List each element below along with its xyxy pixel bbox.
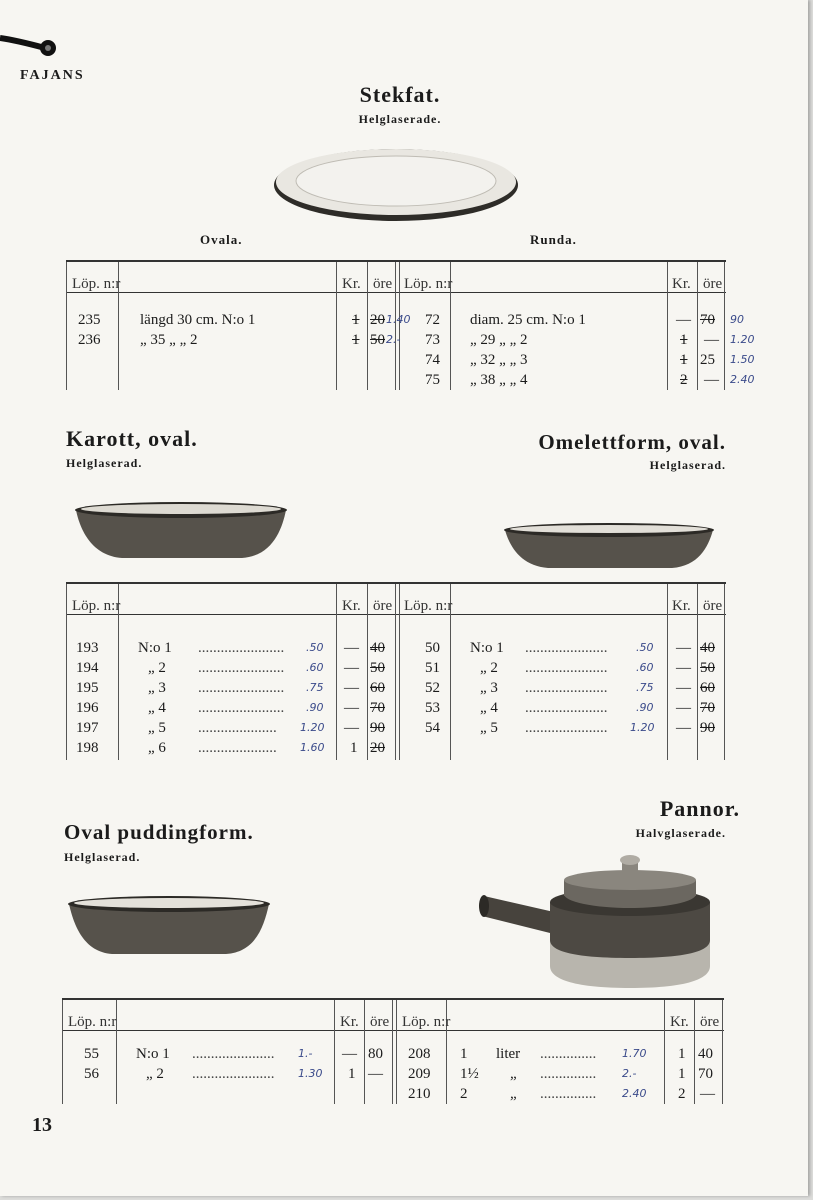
handwritten-note: 2.- bbox=[386, 333, 401, 346]
handwritten-note: 1.40 bbox=[386, 313, 411, 326]
table-row-kr: 1 bbox=[680, 352, 688, 368]
table-row-ore: 70 bbox=[700, 312, 715, 328]
table-row-kr: 1 bbox=[678, 1066, 686, 1082]
table-row-nr: 195 bbox=[76, 680, 99, 696]
table-row-nr: 51 bbox=[425, 660, 440, 676]
col-header-ore: öre bbox=[703, 598, 723, 614]
pudding-illustration bbox=[66, 894, 272, 958]
col-header-ore: öre bbox=[373, 276, 393, 292]
table-row-ore: 25 bbox=[700, 352, 715, 368]
table-row-nr: 194 bbox=[76, 660, 99, 676]
table-row-qty: 1 bbox=[460, 1046, 468, 1062]
omelett-illustration bbox=[502, 520, 717, 572]
table-row-qty: 1½ bbox=[460, 1066, 479, 1082]
col-header-lop: Löp. n:r bbox=[72, 598, 121, 614]
binding-string-icon bbox=[0, 30, 70, 70]
table-row-ore: 60 bbox=[700, 680, 715, 696]
stekfat-subtitle: Helglaserade. bbox=[358, 112, 442, 126]
col-header-ore: öre bbox=[373, 598, 393, 614]
col-header-lop: Löp. n:r bbox=[404, 598, 453, 614]
table-row-nr: 198 bbox=[76, 740, 99, 756]
table-row-ore: 50 bbox=[370, 660, 385, 676]
col-header-lop: Löp. n:r bbox=[402, 1014, 451, 1030]
karott-subtitle: Helglaserad. bbox=[66, 456, 143, 470]
col-header-kr: Kr. bbox=[342, 598, 361, 614]
table-row-kr: 1 bbox=[350, 740, 358, 756]
handwritten-note: 2.40 bbox=[622, 1087, 647, 1100]
table-row-nr: 55 bbox=[84, 1046, 99, 1062]
table-row-ore: — bbox=[700, 1086, 715, 1102]
table-row-desc: „ 2 bbox=[480, 660, 498, 676]
handwritten-note: .90 bbox=[306, 701, 324, 714]
table-row-ore: 50 bbox=[370, 332, 385, 348]
table-row-ore: — bbox=[704, 332, 719, 348]
table-row-ore: — bbox=[704, 372, 719, 388]
handwritten-note: .50 bbox=[636, 641, 654, 654]
table-row-nr: 209 bbox=[408, 1066, 431, 1082]
table-row-desc: „ 3 bbox=[148, 680, 166, 696]
table-row-desc: längd 30 cm. N:o 1 bbox=[140, 312, 256, 328]
col-header-kr: Kr. bbox=[340, 1014, 359, 1030]
handwritten-note: 1.70 bbox=[622, 1047, 647, 1060]
table-top-rule bbox=[66, 260, 726, 262]
handwritten-note: 1.20 bbox=[300, 721, 325, 734]
col-header-lop: Löp. n:r bbox=[72, 276, 121, 292]
table-row-kr: — bbox=[676, 700, 691, 716]
pudding-title: Oval puddingform. bbox=[64, 820, 254, 844]
handwritten-note: 1.60 bbox=[300, 741, 325, 754]
handwritten-note: 1.20 bbox=[630, 721, 655, 734]
table-row-nr: 53 bbox=[425, 700, 440, 716]
karott-title: Karott, oval. bbox=[66, 426, 198, 451]
stekfat-title: Stekfat. bbox=[359, 82, 441, 107]
handwritten-note: .50 bbox=[306, 641, 324, 654]
table-row-desc: „ 2 bbox=[148, 660, 166, 676]
table-row-nr: 197 bbox=[76, 720, 99, 736]
table-row-ore: 40 bbox=[700, 640, 715, 656]
table-row-kr: — bbox=[344, 720, 359, 736]
table-row-ore: 20 bbox=[370, 740, 385, 756]
table-row-kr: — bbox=[344, 700, 359, 716]
table-row-desc: „ 29 „ „ 2 bbox=[470, 332, 528, 348]
table-row-nr: 236 bbox=[78, 332, 101, 348]
table-row-desc: diam. 25 cm. N:o 1 bbox=[470, 312, 586, 328]
handwritten-note: 1.20 bbox=[730, 333, 755, 346]
table-row-kr: — bbox=[676, 660, 691, 676]
table-row-nr: 52 bbox=[425, 680, 440, 696]
table-row-nr: 73 bbox=[425, 332, 440, 348]
handwritten-note: 2.40 bbox=[730, 373, 755, 386]
table-row-desc: „ 4 bbox=[480, 700, 498, 716]
table-row-ore: 50 bbox=[700, 660, 715, 676]
handwritten-note: 2.- bbox=[622, 1067, 637, 1080]
table-row-nr: 193 bbox=[76, 640, 99, 656]
table-row-unit: „ bbox=[510, 1086, 517, 1102]
table-row-kr: 2 bbox=[678, 1086, 686, 1102]
table-row-ore: 60 bbox=[370, 680, 385, 696]
table-row-desc: „ 35 „ „ 2 bbox=[140, 332, 198, 348]
col-header-lop: Löp. n:r bbox=[404, 276, 453, 292]
table-row-desc: „ 32 „ „ 3 bbox=[470, 352, 528, 368]
table-row-nr: 196 bbox=[76, 700, 99, 716]
table-header-rule bbox=[66, 292, 726, 293]
table-row-kr: 1 bbox=[678, 1046, 686, 1062]
table-row-ore: — bbox=[368, 1066, 383, 1082]
table-row-ore: 40 bbox=[370, 640, 385, 656]
col-header-ore: öre bbox=[700, 1014, 720, 1030]
pannor-subtitle: Halvglaserade. bbox=[635, 826, 726, 840]
table-row-kr: — bbox=[676, 720, 691, 736]
handwritten-note: 1.- bbox=[298, 1047, 313, 1060]
handwritten-note: 1.50 bbox=[730, 353, 755, 366]
handwritten-note: .75 bbox=[636, 681, 654, 694]
handwritten-note: 1.30 bbox=[298, 1067, 323, 1080]
handwritten-note: 90 bbox=[730, 313, 744, 326]
table-row-kr: — bbox=[344, 680, 359, 696]
col-header-kr: Kr. bbox=[670, 1014, 689, 1030]
col-header-kr: Kr. bbox=[672, 598, 691, 614]
runda-heading: Runda. bbox=[530, 232, 577, 247]
table-row-desc: N:o 1 bbox=[470, 640, 504, 656]
catalog-page: FAJANS Stekfat. Helglaserade. Ovala. Runda. Löp. n:r Kr. öre Löp. n:r Kr. öre 235 längd 30 cm. N:o 1 1 20 1.40 236 „ 35 „ „ 2 1 50 2.- 72 diam. 25 cm. N:o 1 — 70 90 73 „ 29 „ „ 2 1 — 1.20 74 „ 32 „ „ 3 1 25 1.50 75 „ 38 „ „ 4 2 — 2.40 Karott, oval. Helglaserad. Omelettform, oval. Helglaserad. Löp. n:r Kr. öre Löp. n:r Kr. öre 193 194 195 196 197 198 N:o 1 „ 2 „ 3 „ 4 „ 5 „ 6 ....................... ....................... ....................... ....................... ..................... ..................... .50 .60 .75 .90 1.20 1.60 — — — — — 1 40 50 60 70 90 20 50 51 52 53 54 N:o 1 „ 2 „ 3 „ 4 „ 5 ...................... ...................... ...................... ...................... ...................... .50 .60 .75 .90 1.20 — — — — — 40 50 60 70 90 Oval puddingform. Helglaserad. Pannor. Halvglaserade. Löp. n:r Kr. öre Löp. n:r Kr. öre 55 56 N:o 1 „ 2 ...................... ...................... 1.- 1.30 — 1 80 — 208 209 210 1 1½ 2 liter „ „ ............... ............... ............... 1.70 2.- 2.40 1 1 2 40 70 — 13 bbox=[0, 0, 808, 1196]
table-row-kr: — bbox=[344, 660, 359, 676]
table-row-kr: 1 bbox=[352, 312, 360, 328]
handwritten-note: .60 bbox=[306, 661, 324, 674]
table-row-ore: 80 bbox=[368, 1046, 383, 1062]
handwritten-note: .60 bbox=[636, 661, 654, 674]
section-label: FAJANS bbox=[20, 68, 85, 83]
col-header-ore: öre bbox=[370, 1014, 390, 1030]
table-row-nr: 235 bbox=[78, 312, 101, 328]
table-row-desc: „ 5 bbox=[148, 720, 166, 736]
table-row-ore: 90 bbox=[700, 720, 715, 736]
table-row-nr: 75 bbox=[425, 372, 440, 388]
table-row-kr: — bbox=[342, 1046, 357, 1062]
handwritten-note: .90 bbox=[636, 701, 654, 714]
table-row-nr: 74 bbox=[425, 352, 440, 368]
pudding-subtitle: Helglaserad. bbox=[64, 850, 141, 864]
table-row-kr: — bbox=[676, 640, 691, 656]
table-row-kr: — bbox=[676, 680, 691, 696]
col-header-lop: Löp. n:r bbox=[68, 1014, 117, 1030]
table-row-desc: „ 3 bbox=[480, 680, 498, 696]
table-row-nr: 56 bbox=[84, 1066, 99, 1082]
table-row-kr: — bbox=[676, 312, 691, 328]
table-row-desc: N:o 1 bbox=[138, 640, 172, 656]
table-row-ore: 40 bbox=[698, 1046, 713, 1062]
col-header-kr: Kr. bbox=[342, 276, 361, 292]
platter-illustration bbox=[270, 145, 530, 225]
table-row-ore: 70 bbox=[698, 1066, 713, 1082]
table-row-ore: 90 bbox=[370, 720, 385, 736]
table-row-nr: 210 bbox=[408, 1086, 431, 1102]
table-row-unit: „ bbox=[510, 1066, 517, 1082]
ovala-heading: Ovala. bbox=[200, 232, 243, 247]
table-row-desc: „ 6 bbox=[148, 740, 166, 756]
table-row-nr: 54 bbox=[425, 720, 440, 736]
pannor-title: Pannor. bbox=[659, 796, 740, 821]
table-row-unit: liter bbox=[496, 1046, 521, 1062]
table-row-nr: 72 bbox=[425, 312, 440, 328]
table-row-desc: N:o 1 bbox=[136, 1046, 170, 1062]
table-row-nr: 50 bbox=[425, 640, 440, 656]
table-row-kr: — bbox=[344, 640, 359, 656]
table-row-desc: „ 4 bbox=[148, 700, 166, 716]
table-row-ore: 70 bbox=[700, 700, 715, 716]
col-header-ore: öre bbox=[703, 276, 723, 292]
table-row-nr: 208 bbox=[408, 1046, 431, 1062]
col-header-kr: Kr. bbox=[672, 276, 691, 292]
table-row-kr: 2 bbox=[680, 372, 688, 388]
table-row-ore: 70 bbox=[370, 700, 385, 716]
table-row-ore: 20 bbox=[370, 312, 385, 328]
table-row-desc: „ 5 bbox=[480, 720, 498, 736]
table-row-qty: 2 bbox=[460, 1086, 468, 1102]
omelett-title: Omelettform, oval. bbox=[538, 430, 726, 454]
table-row-kr: 1 bbox=[348, 1066, 356, 1082]
pan-illustration bbox=[478, 854, 718, 994]
handwritten-note: .75 bbox=[306, 681, 324, 694]
omelett-subtitle: Helglaserad. bbox=[649, 458, 726, 472]
karott-illustration bbox=[72, 500, 292, 562]
page-number: 13 bbox=[32, 1114, 52, 1136]
table-row-desc: „ 38 „ „ 4 bbox=[470, 372, 528, 388]
table-row-kr: 1 bbox=[680, 332, 688, 348]
table-row-desc: „ 2 bbox=[146, 1066, 164, 1082]
table-row-kr: 1 bbox=[352, 332, 360, 348]
